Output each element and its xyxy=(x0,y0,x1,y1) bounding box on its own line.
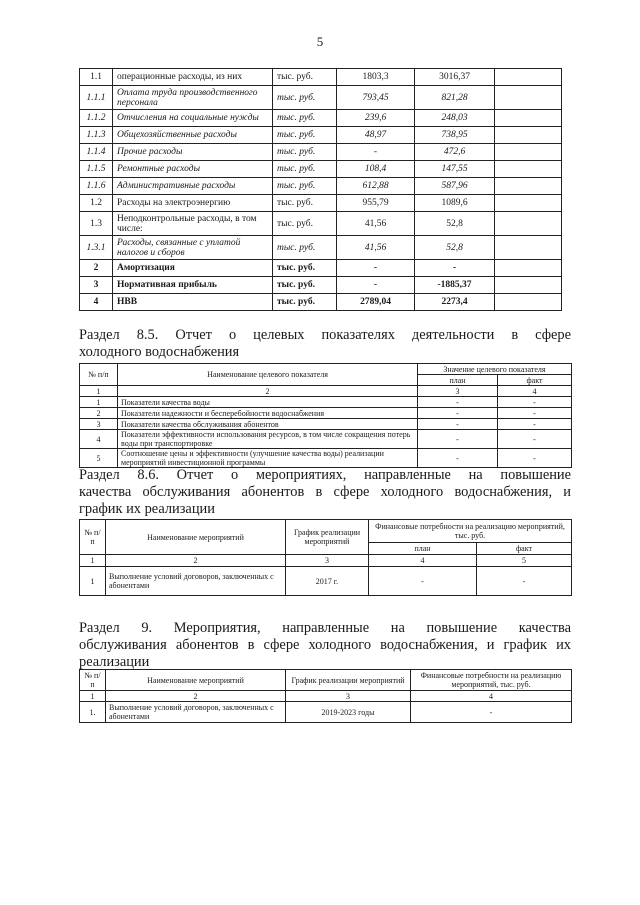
measures-plan-table xyxy=(79,669,572,723)
t1-row-unit: тыс. руб. xyxy=(273,69,337,86)
t1-row-fact: -1885,37 xyxy=(415,277,495,294)
t1-row-plan: 1803,3 xyxy=(337,69,415,86)
t1-row-unit: тыс. руб. xyxy=(273,236,337,260)
section-8-5-line2: холодного водоснабжения xyxy=(79,344,240,360)
t4-index: 4 xyxy=(411,691,572,702)
table-row xyxy=(80,277,562,294)
t4-header-schedule: График реализации мероприятий xyxy=(286,670,411,691)
t1-row-num: 2 xyxy=(80,260,113,277)
t1-row-unit: тыс. руб. xyxy=(273,86,337,110)
t1-row-name: Амортизация xyxy=(113,260,273,277)
t1-row-empty xyxy=(495,86,562,110)
t1-row-name: Неподконтрольные расходы, в том числе: xyxy=(113,212,273,236)
t1-row-fact: 587,96 xyxy=(415,178,495,195)
t2-row-fact: - xyxy=(498,449,572,468)
t3-header-schedule: График реализации мероприятий xyxy=(286,520,369,555)
t1-row-name: Административные расходы xyxy=(113,178,273,195)
section-9-line1: Раздел 9. Мероприятия, направленные на повышение качества xyxy=(79,620,571,636)
t1-row-fact: - xyxy=(415,260,495,277)
t1-row-empty xyxy=(495,161,562,178)
t1-row-plan: - xyxy=(337,144,415,161)
t1-row-name: Ремонтные расходы xyxy=(113,161,273,178)
t1-row-fact: 738,95 xyxy=(415,127,495,144)
t1-row-num: 4 xyxy=(80,294,113,311)
table-row xyxy=(80,260,562,277)
cost-table xyxy=(79,68,562,311)
t3-index: 4 xyxy=(369,555,477,567)
t2-row-name: Показатели эффективности использования ресурсов, в том числе сокращения потерь воды при транспортировке xyxy=(118,430,418,449)
t1-row-name: Отчисления на социальные нужды xyxy=(113,110,273,127)
t1-row-unit: тыс. руб. xyxy=(273,127,337,144)
t1-row-unit: тыс. руб. xyxy=(273,144,337,161)
t1-row-name: операционные расходы, из них xyxy=(113,69,273,86)
t2-row-plan: - xyxy=(418,430,498,449)
t1-row-empty xyxy=(495,277,562,294)
table-row xyxy=(80,69,562,86)
t1-row-empty xyxy=(495,195,562,212)
t4-row-finance: - xyxy=(411,702,572,723)
t1-row-fact: 821,28 xyxy=(415,86,495,110)
t1-row-empty xyxy=(495,294,562,311)
t1-row-unit: тыс. руб. xyxy=(273,294,337,311)
table-row xyxy=(80,127,562,144)
t3-index: 2 xyxy=(106,555,286,567)
t1-row-name: Прочие расходы xyxy=(113,144,273,161)
t1-row-fact: 52,8 xyxy=(415,212,495,236)
t2-row-num: 1 xyxy=(80,397,118,408)
table-row xyxy=(80,567,572,596)
t3-row-fact: - xyxy=(477,567,572,596)
t1-row-num: 1.1.5 xyxy=(80,161,113,178)
t2-row-num: 2 xyxy=(80,408,118,419)
t1-row-empty xyxy=(495,69,562,86)
t2-row-fact: - xyxy=(498,430,572,449)
t1-row-plan: 793,45 xyxy=(337,86,415,110)
t3-index: 1 xyxy=(80,555,106,567)
table-row xyxy=(80,86,562,110)
t4-index: 3 xyxy=(286,691,411,702)
table-row xyxy=(80,178,562,195)
table-row xyxy=(80,702,572,723)
t1-row-empty xyxy=(495,127,562,144)
t1-row-fact: 472,6 xyxy=(415,144,495,161)
t3-header-num: № п/п xyxy=(80,520,106,555)
t1-row-num: 3 xyxy=(80,277,113,294)
t1-row-unit: тыс. руб. xyxy=(273,212,337,236)
t1-row-name: НВВ xyxy=(113,294,273,311)
t1-row-name: Общехозяйственные расходы xyxy=(113,127,273,144)
t4-row-num: 1. xyxy=(80,702,106,723)
table-row xyxy=(80,419,572,430)
t1-row-name: Нормативная прибыль xyxy=(113,277,273,294)
table-row xyxy=(80,294,562,311)
t2-row-fact: - xyxy=(498,419,572,430)
t4-header-name: Наименование мероприятий xyxy=(106,670,286,691)
t2-header-name: Наименование целевого показателя xyxy=(118,364,418,386)
t2-row-fact: - xyxy=(498,408,572,419)
t2-row-name: Соотношение цены и эффективности (улучшение качества воды) реализации мероприятий инвестиционной программы xyxy=(118,449,418,468)
t1-row-plan: 48,97 xyxy=(337,127,415,144)
table-row xyxy=(80,144,562,161)
table-row xyxy=(80,236,562,260)
t2-row-plan: - xyxy=(418,397,498,408)
section-9-heading xyxy=(79,620,571,671)
t2-row-name: Показатели надежности и бесперебойности водоснабжения xyxy=(118,408,418,419)
table-row xyxy=(80,430,572,449)
t3-header-fact: факт xyxy=(477,543,572,555)
section-8-6-heading xyxy=(79,467,571,518)
t2-row-num: 5 xyxy=(80,449,118,468)
t2-row-plan: - xyxy=(418,449,498,468)
section-8-6-line1: Раздел 8.6. Отчет о мероприятиях, направленные на повышение xyxy=(79,467,571,483)
t3-index: 3 xyxy=(286,555,369,567)
t4-header-finance: Финансовые потребности на реализацию мероприятий, тыс. руб. xyxy=(411,670,572,691)
t2-row-num: 4 xyxy=(80,430,118,449)
t1-row-num: 1.1.3 xyxy=(80,127,113,144)
t3-row-schedule: 2017 г. xyxy=(286,567,369,596)
t1-row-name: Расходы на электроэнергию xyxy=(113,195,273,212)
t1-row-name: Оплата труда производственного персонала xyxy=(113,86,273,110)
t1-row-num: 1.1.2 xyxy=(80,110,113,127)
section-9-line3: реализации xyxy=(79,654,150,670)
t3-header-plan: план xyxy=(369,543,477,555)
t1-row-unit: тыс. руб. xyxy=(273,195,337,212)
page-number: 5 xyxy=(316,34,324,49)
t2-row-plan: - xyxy=(418,408,498,419)
section-8-5-line1: Раздел 8.5. Отчет о целевых показателях деятельности в сфере xyxy=(79,327,571,343)
t1-row-plan: - xyxy=(337,277,415,294)
t2-row-name: Показатели качества обслуживания абонентов xyxy=(118,419,418,430)
t2-index: 1 xyxy=(80,386,118,397)
t4-row-schedule: 2019-2023 годы xyxy=(286,702,411,723)
t1-row-num: 1.1.4 xyxy=(80,144,113,161)
table-row xyxy=(80,212,562,236)
t1-row-plan: 239,6 xyxy=(337,110,415,127)
t2-header-plan: план xyxy=(418,375,498,386)
t1-row-unit: тыс. руб. xyxy=(273,260,337,277)
t1-row-empty xyxy=(495,110,562,127)
t1-row-empty xyxy=(495,260,562,277)
t1-row-num: 1.2 xyxy=(80,195,113,212)
t1-row-num: 1.3.1 xyxy=(80,236,113,260)
t4-header-num: № п/п xyxy=(80,670,106,691)
t4-index: 2 xyxy=(106,691,286,702)
t1-row-plan: - xyxy=(337,260,415,277)
section-8-6-line2: качества обслуживания абонентов в сфере холодного водоснабжения, и xyxy=(79,484,571,500)
section-9-line2: обслуживания абонентов в сфере холодного водоснабжения, и график их xyxy=(79,637,571,653)
table-row xyxy=(80,449,572,468)
t3-row-name: Выполнение условий договоров, заключенных с абонентами xyxy=(106,567,286,596)
t1-row-num: 1.3 xyxy=(80,212,113,236)
measures-report-table xyxy=(79,519,572,596)
t3-row-plan: - xyxy=(369,567,477,596)
target-indicators-table xyxy=(79,363,572,468)
t1-row-empty xyxy=(495,236,562,260)
t1-row-unit: тыс. руб. xyxy=(273,178,337,195)
t4-row-name: Выполнение условий договоров, заключенных с абонентами xyxy=(106,702,286,723)
t1-row-plan: 2789,04 xyxy=(337,294,415,311)
t3-header-finance: Финансовые потребности на реализацию мероприятий, тыс. руб. xyxy=(369,520,572,543)
t1-row-num: 1.1.6 xyxy=(80,178,113,195)
t2-row-fact: - xyxy=(498,397,572,408)
t1-row-plan: 612,88 xyxy=(337,178,415,195)
table-row xyxy=(80,195,562,212)
t2-index: 4 xyxy=(498,386,572,397)
t1-row-plan: 108,4 xyxy=(337,161,415,178)
t2-index: 3 xyxy=(418,386,498,397)
t1-row-empty xyxy=(495,144,562,161)
t1-row-plan: 41,56 xyxy=(337,212,415,236)
t1-row-empty xyxy=(495,212,562,236)
t3-header-name: Наименование мероприятий xyxy=(106,520,286,555)
table-row xyxy=(80,397,572,408)
t1-row-fact: 1089,6 xyxy=(415,195,495,212)
table-row xyxy=(80,161,562,178)
t1-row-fact: 248,03 xyxy=(415,110,495,127)
t1-row-num: 1.1.1 xyxy=(80,86,113,110)
t1-row-name: Расходы, связанные с уплатой налогов и сборов xyxy=(113,236,273,260)
section-8-5-heading xyxy=(79,327,571,361)
t2-index: 2 xyxy=(118,386,418,397)
t2-row-num: 3 xyxy=(80,419,118,430)
t1-row-fact: 147,55 xyxy=(415,161,495,178)
t2-row-plan: - xyxy=(418,419,498,430)
t1-row-unit: тыс. руб. xyxy=(273,161,337,178)
t2-header-value: Значение целевого показателя xyxy=(418,364,572,375)
t2-header-fact: факт xyxy=(498,375,572,386)
t3-index: 5 xyxy=(477,555,572,567)
t1-row-plan: 41,56 xyxy=(337,236,415,260)
t1-row-unit: тыс. руб. xyxy=(273,110,337,127)
t1-row-plan: 955,79 xyxy=(337,195,415,212)
t1-row-fact: 2273,4 xyxy=(415,294,495,311)
t2-row-name: Показатели качества воды xyxy=(118,397,418,408)
section-8-6-line3: график их реализации xyxy=(79,501,215,517)
t1-row-num: 1.1 xyxy=(80,69,113,86)
t1-row-empty xyxy=(495,178,562,195)
t1-row-fact: 52,8 xyxy=(415,236,495,260)
t4-index: 1 xyxy=(80,691,106,702)
t3-row-num: 1 xyxy=(80,567,106,596)
t1-row-unit: тыс. руб. xyxy=(273,277,337,294)
t2-header-num: № п/п xyxy=(80,364,118,386)
table-row xyxy=(80,110,562,127)
table-row xyxy=(80,408,572,419)
t1-row-fact: 3016,37 xyxy=(415,69,495,86)
